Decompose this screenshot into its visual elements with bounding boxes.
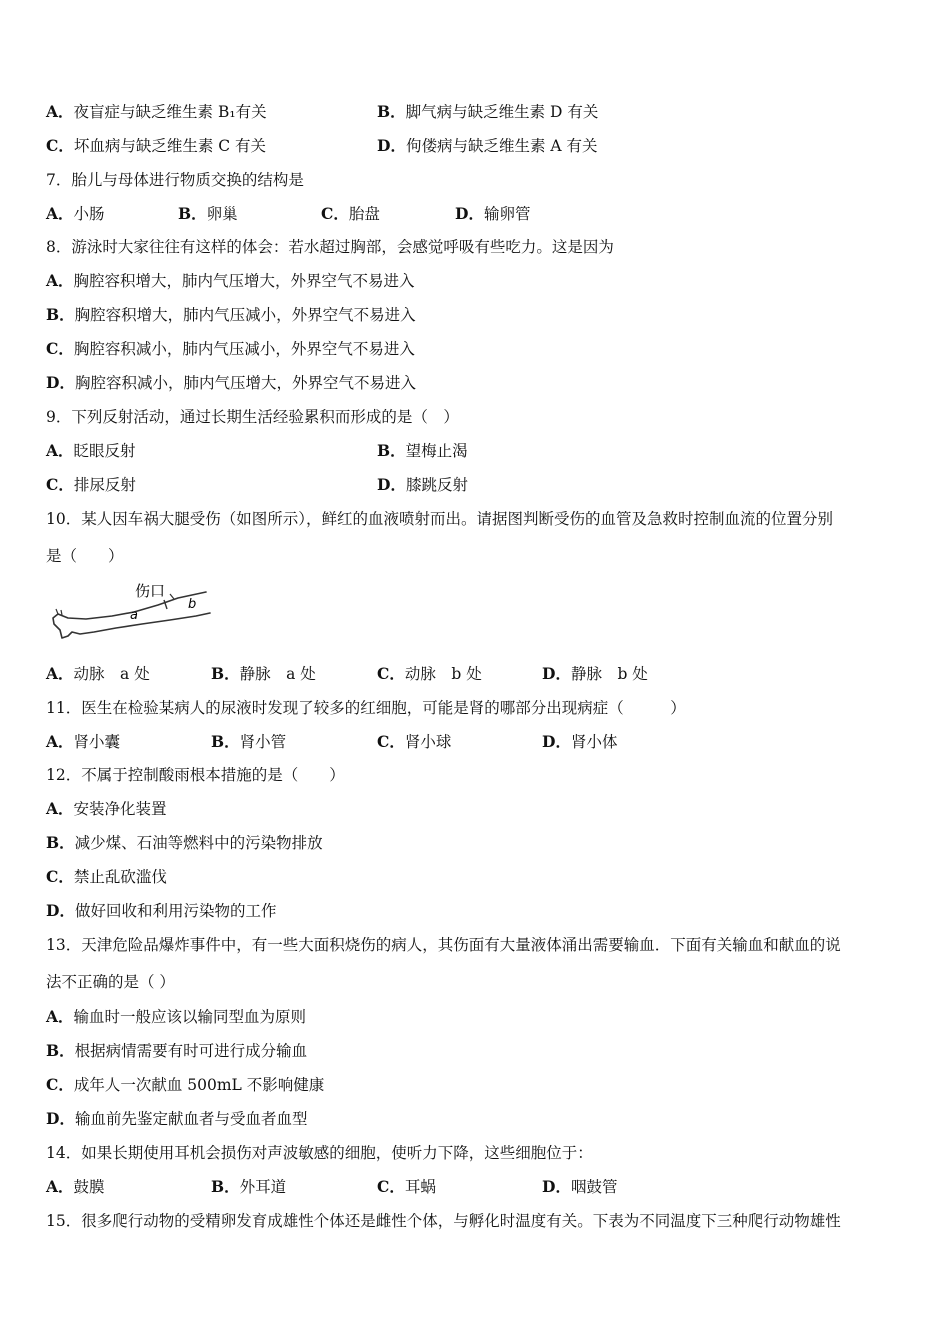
question-7: 7．胎儿与母体进行物质交换的结构是 [46,171,304,189]
q13-option-a: A．输血时一般应该以输同型血为原则 [46,1007,307,1026]
q11-option-c: C．肾小球 [377,732,452,751]
question-10-line-1: 10．某人因车祸大腿受伤（如图所示），鲜红的血液喷射而出。请据图判断受伤的血管及急救时控制血流的位置分别 [46,510,833,528]
option-a-vitamin: A．夜盲症与缺乏维生素 B₁有关 [46,102,267,121]
q14-option-d: D．咽鼓管 [542,1177,618,1196]
question-10-line-2: 是（ ） [46,547,124,565]
q9-option-b: B．望梅止渴 [377,441,468,460]
question-8: 8．游泳时大家往往有这样的体会：若水超过胸部，会感觉呼吸有些吃力。这是因为 [46,238,614,256]
q14-option-b: B．外耳道 [211,1177,287,1196]
q8-option-d: D．胸腔容积减小，肺内气压增大，外界空气不易进入 [46,373,416,392]
q7-option-b: B．卵巢 [178,204,238,223]
q8-option-c: C．胸腔容积减小，肺内气压减小，外界空气不易进入 [46,339,415,358]
q13-option-c: C．成年人一次献血 500mL 不影响健康 [46,1075,325,1094]
q8-option-a: A．胸腔容积增大，肺内气压增大，外界空气不易进入 [46,271,415,290]
q7-option-a: A．小肠 [46,204,105,223]
label-a: a [130,608,138,623]
q12-option-c: C．禁止乱砍滥伐 [46,867,167,886]
q12-option-b: B．减少煤、石油等燃料中的污染物排放 [46,833,323,852]
q11-option-b: B．肾小管 [211,732,287,751]
b-pointer [170,594,174,599]
q13-option-d: D．输血前先鉴定献血者与受血者血型 [46,1109,308,1128]
question-13-line-1: 13．天津危险品爆炸事件中，有一些大面积烧伤的病人，其伤面有大量液体涌出需要输血．下面有关输血和献血的说 [46,936,841,954]
q13-option-b: B．根据病情需要有时可进行成分输血 [46,1041,308,1060]
question-14: 14．如果长期使用耳机会损伤对声波敏感的细胞，使听力下降，这些细胞位于： [46,1144,593,1162]
q9-option-c: C．排尿反射 [46,475,136,494]
option-d-vitamin: D．佝偻病与缺乏维生素 A 有关 [377,136,598,155]
q12-option-d: D．做好回收和利用污染物的工作 [46,901,277,920]
q11-option-a: A．肾小囊 [46,732,121,751]
q10-option-a: A．动脉 a 处 [46,664,150,683]
q10-option-b: B．静脉 a 处 [211,664,316,683]
q14-option-c: C．耳蜗 [377,1177,436,1196]
wound-label: 伤口 [135,582,166,600]
label-b: b [188,597,197,612]
option-b-vitamin: B．脚气病与缺乏维生素 D 有关 [377,102,599,121]
leg-wound-figure [46,578,218,648]
q10-option-d: D．静脉 b 处 [542,664,648,683]
q10-option-c: C．动脉 b 处 [377,664,482,683]
question-15: 15．很多爬行动物的受精卵发育成雄性个体还是雌性个体，与孵化时温度有关。下表为不同温度下三种爬行动物雄性 [46,1212,841,1230]
question-13-line-2: 法不正确的是（ ） [46,973,175,991]
q8-option-b: B．胸腔容积增大，肺内气压减小，外界空气不易进入 [46,305,416,324]
q9-option-a: A．眨眼反射 [46,441,136,460]
q12-option-a: A．安装净化装置 [46,799,167,818]
q9-option-d: D．膝跳反射 [377,475,468,494]
q7-option-c: C．胎盘 [321,204,380,223]
question-11: 11．医生在检验某病人的尿液时发现了较多的红细胞，可能是肾的哪部分出现病症（ ） [46,699,686,717]
question-9: 9．下列反射活动，通过长期生活经验累积而形成的是（ ） [46,408,459,426]
q11-option-d: D．肾小体 [542,732,618,751]
question-12: 12．不属于控制酸雨根本措施的是（ ） [46,766,345,784]
q14-option-a: A．鼓膜 [46,1177,105,1196]
option-c-vitamin: C．坏血病与缺乏维生素 C 有关 [46,136,267,155]
q7-option-d: D．输卵管 [455,204,531,223]
